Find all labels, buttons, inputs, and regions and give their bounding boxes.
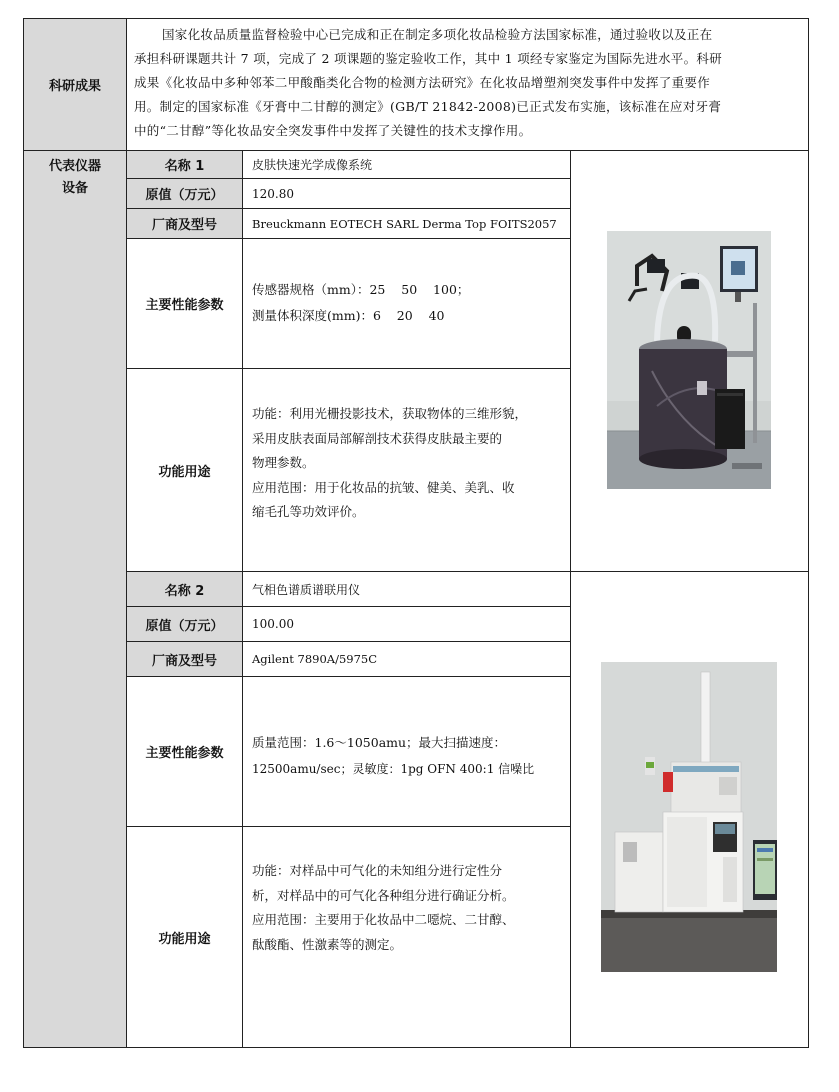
item2-use-line: 应用范围：主要用于化妆品中二噁烷、二甘醇、 bbox=[252, 912, 515, 927]
research-line: 中的“二甘醇”等化妆品安全突发事件中发挥了关键性的技术支撑作用。 bbox=[134, 123, 532, 138]
item1-params-label: 主要性能参数 bbox=[145, 298, 224, 313]
item1-photo bbox=[607, 231, 771, 489]
item2-value: 100.00 bbox=[252, 617, 294, 631]
item2-use-line: 功能：对样品中可气化的未知组分进行定性分 bbox=[252, 863, 503, 878]
research-line: 成果《化妆品中多种邻苯二甲酸酯类化合物的检测方法研究》在化妆品增塑剂突发事件中发挥了重要作 bbox=[134, 75, 711, 90]
item1-maker: Breuckmann EOTECH SARL Derma Top FOITS2057 bbox=[252, 216, 557, 231]
item1-use-line: 采用皮肤表面局部解剖技术获得皮肤最主要的 bbox=[252, 430, 503, 446]
equipment-label bbox=[24, 156, 126, 200]
item2-photo bbox=[601, 662, 777, 972]
item2-params-line: 12500amu/sec；灵敏度：1pg OFN 400:1 信噪比 bbox=[252, 762, 535, 776]
item2-name-label: 名称 2 bbox=[164, 583, 205, 599]
item1-use-line: 应用范围：用于化妆品的抗皱、健美、美乳、收 bbox=[252, 479, 515, 495]
item1-name-label: 名称 1 bbox=[164, 159, 205, 174]
item2-name: 气相色谱质谱联用仪 bbox=[252, 582, 361, 597]
item2-use-label: 功能用途 bbox=[158, 931, 211, 947]
item2-value-label: 原值（万元） bbox=[145, 618, 224, 634]
item2-use-line: 析，对样品中的可气化各种组分进行确证分析。 bbox=[252, 887, 515, 903]
item1-params-line: 传感器规格（mm）：25 50 100； bbox=[252, 282, 470, 297]
item1-use-line: 物理参数。 bbox=[252, 455, 315, 470]
equipment-label-line: 代表仪器 bbox=[48, 159, 101, 174]
item2-params-line: 质量范围：1.6～1050amu；最大扫描速度： bbox=[252, 735, 507, 750]
item1-params-line: 测量体积深度(mm)：6 20 40 bbox=[252, 308, 445, 323]
research-line: 承担科研课题共计 7 项，完成了 2 项课题的鉴定验收工作，其中 1 项经专家鉴定为国际先进水平。科研 bbox=[134, 51, 723, 66]
research-paragraph bbox=[134, 23, 802, 143]
item1-value: 120.80 bbox=[252, 186, 294, 201]
equipment-label-line: 设备 bbox=[61, 181, 88, 196]
item2-maker-label: 厂商及型号 bbox=[151, 653, 217, 669]
research-line: 国家化妆品质量监督检验中心已完成和正在制定多项化妆品检验方法国家标准，通过验收以及正在 bbox=[162, 27, 713, 42]
item2-use-line: 酞酸酯、性激素等的测定。 bbox=[252, 936, 403, 952]
item1-use-line: 功能：利用光栅投影技术，获取物体的三维形貌， bbox=[252, 406, 528, 421]
item2-params bbox=[252, 730, 568, 782]
research-label: 科研成果 bbox=[48, 79, 101, 94]
item1-use bbox=[252, 402, 568, 525]
item1-name: 皮肤快速光学成像系统 bbox=[252, 158, 373, 172]
item2-maker: Agilent 7890A/5975C bbox=[252, 652, 378, 666]
research-line: 用。制定的国家标准《牙膏中二甘醇的测定》(GB/T 21842-2008)已正式发布实施，该标准在应对牙膏 bbox=[134, 99, 722, 114]
item1-value-label: 原值（万元） bbox=[145, 188, 224, 203]
item1-use-line: 缩毛孔等功效评价。 bbox=[252, 504, 365, 519]
item1-use-label: 功能用途 bbox=[158, 464, 211, 480]
item2-params-label: 主要性能参数 bbox=[145, 746, 224, 761]
item1-params bbox=[252, 277, 568, 329]
item2-use bbox=[252, 859, 568, 957]
item1-maker-label: 厂商及型号 bbox=[151, 218, 217, 233]
